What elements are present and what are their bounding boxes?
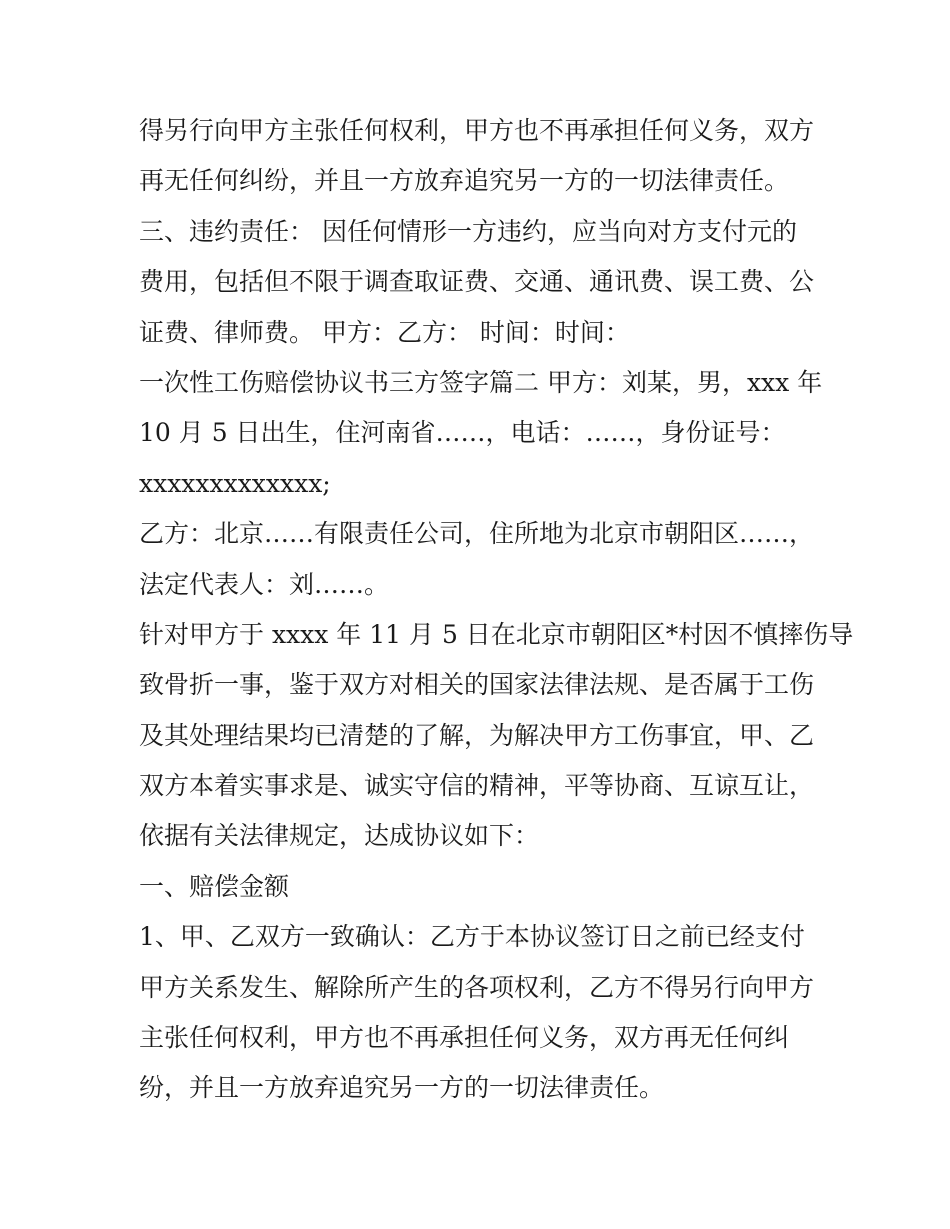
text-line-12: 致骨折一事，鉴于双方对相关的国家法律法规、是否属于工伤 [139, 670, 815, 700]
text-line-17: 1、甲、乙双方一致确认：乙方于本协议签订日之前已经支付 [139, 922, 805, 952]
text-line-5: 证费、律师费。 甲方：乙方： 时间：时间： [139, 317, 630, 347]
text-line-4: 费用，包括但不限于调查取证费、交通、通讯费、误工费、公 [139, 267, 815, 297]
text-line-18: 甲方关系发生、解除所产生的各项权利，乙方不得另行向甲方 [139, 972, 815, 1002]
text-line-11: 针对甲方于 xxxx 年 11 月 5 日在北京市朝阳区*村因不慎摔伤导 [139, 619, 854, 649]
text-line-1: 得另行向甲方主张任何权利，甲方也不再承担任何义务，双方 [139, 116, 815, 145]
text-line-9: 乙方：北京……有限责任公司，住所地为北京市朝阳区……， [139, 519, 815, 549]
text-line-8: xxxxxxxxxxxxx; [139, 468, 331, 498]
text-line-2: 再无任何纠纷，并且一方放弃追究另一方的一切法律责任。 [139, 166, 790, 196]
text-line-19: 主张任何权利，甲方也不再承担任何义务，双方再无任何纠 [139, 1023, 790, 1053]
text-line-6: 一次性工伤赔偿协议书三方签字篇二 甲方：刘某，男，xxx 年 [139, 367, 823, 397]
text-line-16: 一、赔偿金额 [139, 871, 290, 901]
text-line-7: 10 月 5 日出生，住河南省……，电话：……，身份证号： [139, 418, 786, 448]
text-line-14: 双方本着实事求是、诚实守信的精神，平等协商、互谅互让， [139, 771, 815, 801]
document-body [139, 106, 854, 1114]
text-line-3: 三、违约责任： 因任何情形一方违约，应当向对方支付元的 [139, 216, 797, 246]
text-line-15: 依据有关法律规定，达成协议如下： [139, 821, 540, 851]
text-line-20: 纷，并且一方放弃追究另一方的一切法律责任。 [139, 1073, 665, 1103]
text-line-13: 及其处理结果均已清楚的了解，为解决甲方工伤事宜，甲、乙 [139, 720, 815, 750]
text-line-10: 法定代表人：刘……。 [139, 569, 390, 599]
